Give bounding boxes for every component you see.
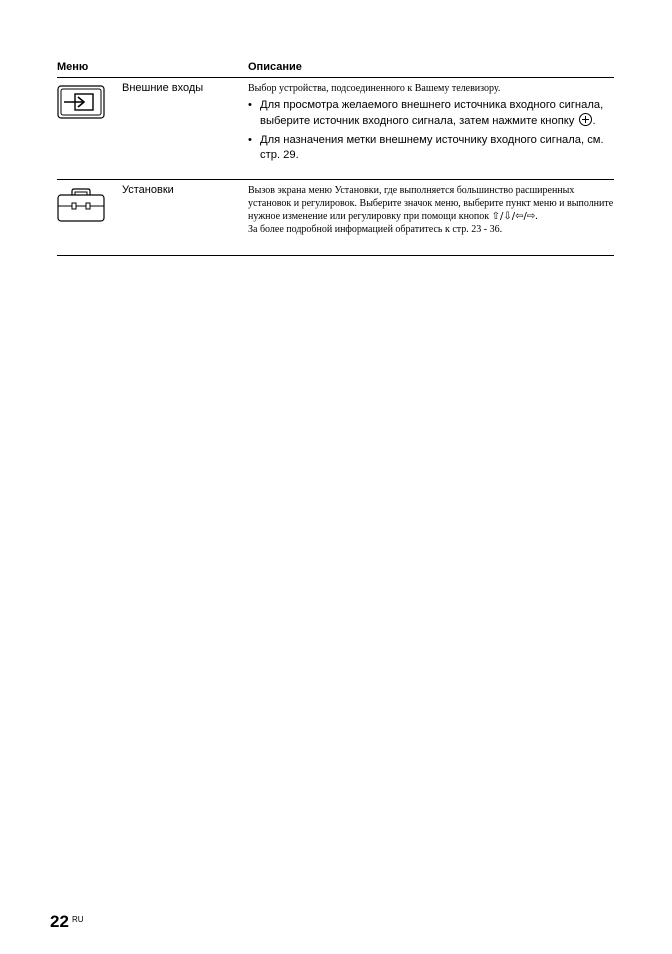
- menu-item-external-inputs: Внешние входы: [122, 82, 204, 94]
- description-reference: За более подробной информацией обратитесь к стр. 23 - 36.: [248, 224, 503, 235]
- bullet-text-end: .: [592, 115, 596, 127]
- page-language: RU: [72, 915, 84, 924]
- table-header: [57, 57, 614, 78]
- circle-plus-icon: [579, 113, 592, 126]
- bullet-item: • Для назначения метки внешнему источнику входного сигнала, см. стр. 29.: [248, 133, 616, 163]
- page-number: 22: [50, 912, 69, 931]
- menu-table: [57, 57, 614, 256]
- bullet-text: Для просмотра желаемого внешнего источника входного сигнала, выберите источник входного сигнала, затем нажмите кнопку: [260, 99, 604, 127]
- external-input-icon: [57, 85, 105, 124]
- toolbox-icon: [57, 187, 105, 228]
- description-external-inputs: [248, 82, 616, 167]
- description-text-a: Вызов экрана меню Установки, где выполняется большинство расширенных установок и регулировок. Выберите значок меню, выберите пункт меню и выполните нужное изменение или регулировку при помощи кнопок: [248, 185, 614, 222]
- table-row: [57, 78, 614, 180]
- description-text-b: .: [535, 211, 538, 222]
- table-row: [57, 180, 614, 256]
- description-settings: [248, 184, 616, 236]
- header-description: Описание: [248, 61, 302, 73]
- arrow-keys-icon: ⇧/⇩/⇦/⇨: [491, 211, 536, 222]
- menu-item-settings: Установки: [122, 184, 174, 196]
- description-text: [248, 184, 616, 223]
- bullet-item: [248, 98, 616, 129]
- bullet-list: [248, 98, 616, 163]
- header-menu: Меню: [57, 61, 89, 73]
- description-intro: Выбор устройства, подсоединенного к Вашему телевизору.: [248, 83, 501, 94]
